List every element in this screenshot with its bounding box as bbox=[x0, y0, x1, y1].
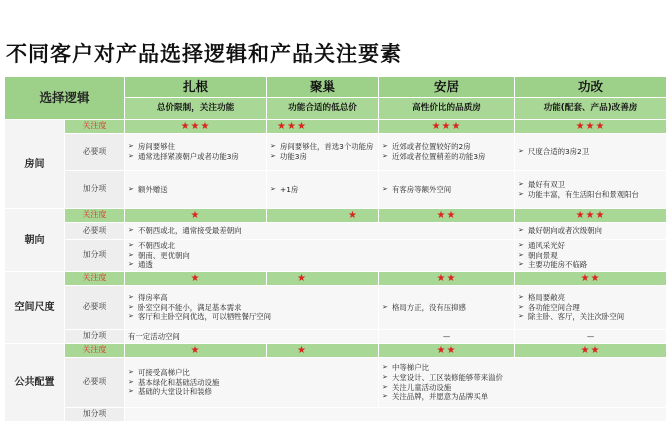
column-sub-gonggai: 功能(配套、产品)改善房 bbox=[515, 98, 667, 120]
public-stars-2: ★ bbox=[267, 344, 379, 358]
list-item: ➢ 通常选择紧凑朝户或者功能3房 bbox=[128, 152, 263, 162]
list-item: ➢ 房间要够住 bbox=[128, 142, 263, 152]
space-must-3 bbox=[379, 286, 515, 330]
list-item: ➢ 最好有双卫 bbox=[518, 180, 663, 190]
must-label: 必要项 bbox=[65, 223, 125, 240]
list-item: ➢ 主要功能房不临路 bbox=[518, 260, 663, 270]
section-space: 空间尺度 bbox=[5, 272, 65, 344]
list-item: ➢ 卧室空间不能小，满足基本需求 bbox=[128, 303, 375, 313]
section-orientation: 朝向 bbox=[5, 209, 65, 272]
space-bonus-3: — bbox=[379, 330, 515, 344]
must-label: 必要项 bbox=[65, 358, 125, 408]
public-must-1 bbox=[125, 358, 379, 408]
list-item: ➢ 功能3房 bbox=[270, 152, 375, 162]
column-sub-juchao: 功能合适的低总价 bbox=[267, 98, 379, 120]
column-header-zhagen: 扎根 bbox=[125, 77, 267, 98]
list-item: ➢ 中等梯户比 bbox=[382, 363, 663, 373]
room-must-2 bbox=[267, 134, 379, 171]
bonus-label: 加分项 bbox=[65, 330, 125, 344]
bonus-label: 加分项 bbox=[65, 240, 125, 272]
list-item: ➢ 格局要敞亮 bbox=[518, 293, 663, 303]
orientation-stars-2: ★ bbox=[267, 209, 379, 223]
must-label: 必要项 bbox=[65, 286, 125, 330]
attention-label: 关注度 bbox=[65, 209, 125, 223]
orientation-must-4 bbox=[515, 223, 667, 240]
room-stars-2: ★★★ bbox=[267, 120, 379, 134]
column-sub-anju: 高性价比的品质房 bbox=[379, 98, 515, 120]
column-sub-zhagen: 总价限制，关注功能 bbox=[125, 98, 267, 120]
room-stars-4: ★★★ bbox=[515, 120, 667, 134]
public-must-3 bbox=[379, 358, 667, 408]
page-title: 不同客户对产品选择逻辑和产品关注要素 bbox=[6, 41, 402, 66]
public-stars-4: ★★ bbox=[515, 344, 667, 358]
column-header-anju: 安居 bbox=[379, 77, 515, 98]
list-item: ➢ 近郊或者位置稍差的功能3房 bbox=[382, 152, 511, 162]
list-item: ➢ 近郊或者位置较好的2房 bbox=[382, 142, 511, 152]
list-item: ➢ 通风采光好 bbox=[518, 241, 663, 251]
list-item: ➢ 不朝西或北，通常接受最差朝向 bbox=[128, 226, 511, 236]
list-item: ➢ 关注儿童活动设施 bbox=[382, 383, 663, 393]
list-item: ➢ 得房率高 bbox=[128, 293, 375, 303]
list-item: ➢ 房间要够住，首选3个功能房 bbox=[270, 142, 375, 152]
list-item: ➢ 有客房等额外空间 bbox=[382, 185, 511, 195]
list-item: ➢ 格局方正，没有压抑感 bbox=[382, 303, 511, 313]
section-public: 公共配置 bbox=[5, 344, 65, 422]
list-item: ➢ +1房 bbox=[270, 185, 375, 195]
space-must-4 bbox=[515, 286, 667, 330]
space-bonus-4: — bbox=[515, 330, 667, 344]
list-item: ➢ 额外赠送 bbox=[128, 185, 263, 195]
room-stars-3: ★★★ bbox=[379, 120, 515, 134]
attention-label: 关注度 bbox=[65, 120, 125, 134]
list-item: ➢ 除主卧、客厅，关注次卧空间 bbox=[518, 312, 663, 322]
list-item: ➢ 不朝西或北 bbox=[128, 241, 511, 251]
orientation-stars-1: ★ bbox=[125, 209, 267, 223]
list-item: ➢ 客厅和主卧空间优选，可以牺牲餐厅空间 bbox=[128, 312, 375, 322]
orientation-must-1 bbox=[125, 223, 515, 240]
public-stars-3: ★★ bbox=[379, 344, 515, 358]
list-item: ➢ 最好朝向或者次级朝向 bbox=[518, 226, 663, 236]
space-stars-1: ★ bbox=[125, 272, 267, 286]
room-bonus-3 bbox=[379, 171, 515, 209]
public-bonus bbox=[125, 408, 667, 422]
room-bonus-4 bbox=[515, 171, 667, 209]
header-corner: 选择逻辑 bbox=[5, 77, 125, 120]
space-stars-2: ★ bbox=[267, 272, 379, 286]
orientation-stars-3: ★★ bbox=[379, 209, 515, 223]
room-must-3 bbox=[379, 134, 515, 171]
space-stars-4: ★★ bbox=[515, 272, 667, 286]
space-bonus-1: 有一定活动空间 bbox=[125, 330, 379, 344]
list-item: ➢ 关注品牌，并愿意为品牌买单 bbox=[382, 392, 663, 402]
comparison-table bbox=[4, 76, 667, 422]
bonus-label: 加分项 bbox=[65, 171, 125, 209]
orientation-bonus-1 bbox=[125, 240, 515, 272]
orientation-bonus-4 bbox=[515, 240, 667, 272]
must-label: 必要项 bbox=[65, 134, 125, 171]
list-item: ➢ 朝向景观 bbox=[518, 251, 663, 261]
room-must-1 bbox=[125, 134, 267, 171]
room-bonus-1 bbox=[125, 171, 267, 209]
list-item: ➢ 基本绿化和基础活动设施 bbox=[128, 378, 375, 388]
column-header-gonggai: 功改 bbox=[515, 77, 667, 98]
list-item: ➢ 朝南、更优朝向 bbox=[128, 251, 511, 261]
space-stars-3: ★★ bbox=[379, 272, 515, 286]
room-bonus-2 bbox=[267, 171, 379, 209]
list-item: ➢ 基础的大堂设计和装修 bbox=[128, 387, 375, 397]
bonus-label: 加分项 bbox=[65, 408, 125, 422]
attention-label: 关注度 bbox=[65, 272, 125, 286]
list-item: ➢ 尺度合适的3房2卫 bbox=[518, 147, 663, 157]
public-stars-1: ★ bbox=[125, 344, 267, 358]
list-item: ➢ 各功能空间合理 bbox=[518, 303, 663, 313]
list-item: ➢ 可接受高梯户比 bbox=[128, 368, 375, 378]
room-stars-1: ★★★ bbox=[125, 120, 267, 134]
orientation-stars-4: ★★★ bbox=[515, 209, 667, 223]
list-item: ➢ 大堂设计、工区装修能够带来溢价 bbox=[382, 373, 663, 383]
space-must-1 bbox=[125, 286, 379, 330]
attention-label: 关注度 bbox=[65, 344, 125, 358]
list-item: ➢ 通透 bbox=[128, 260, 511, 270]
column-header-juchao: 聚巢 bbox=[267, 77, 379, 98]
room-must-4 bbox=[515, 134, 667, 171]
list-item: ➢ 功能丰富，有生活阳台和景观阳台 bbox=[518, 190, 663, 200]
section-room: 房间 bbox=[5, 120, 65, 209]
